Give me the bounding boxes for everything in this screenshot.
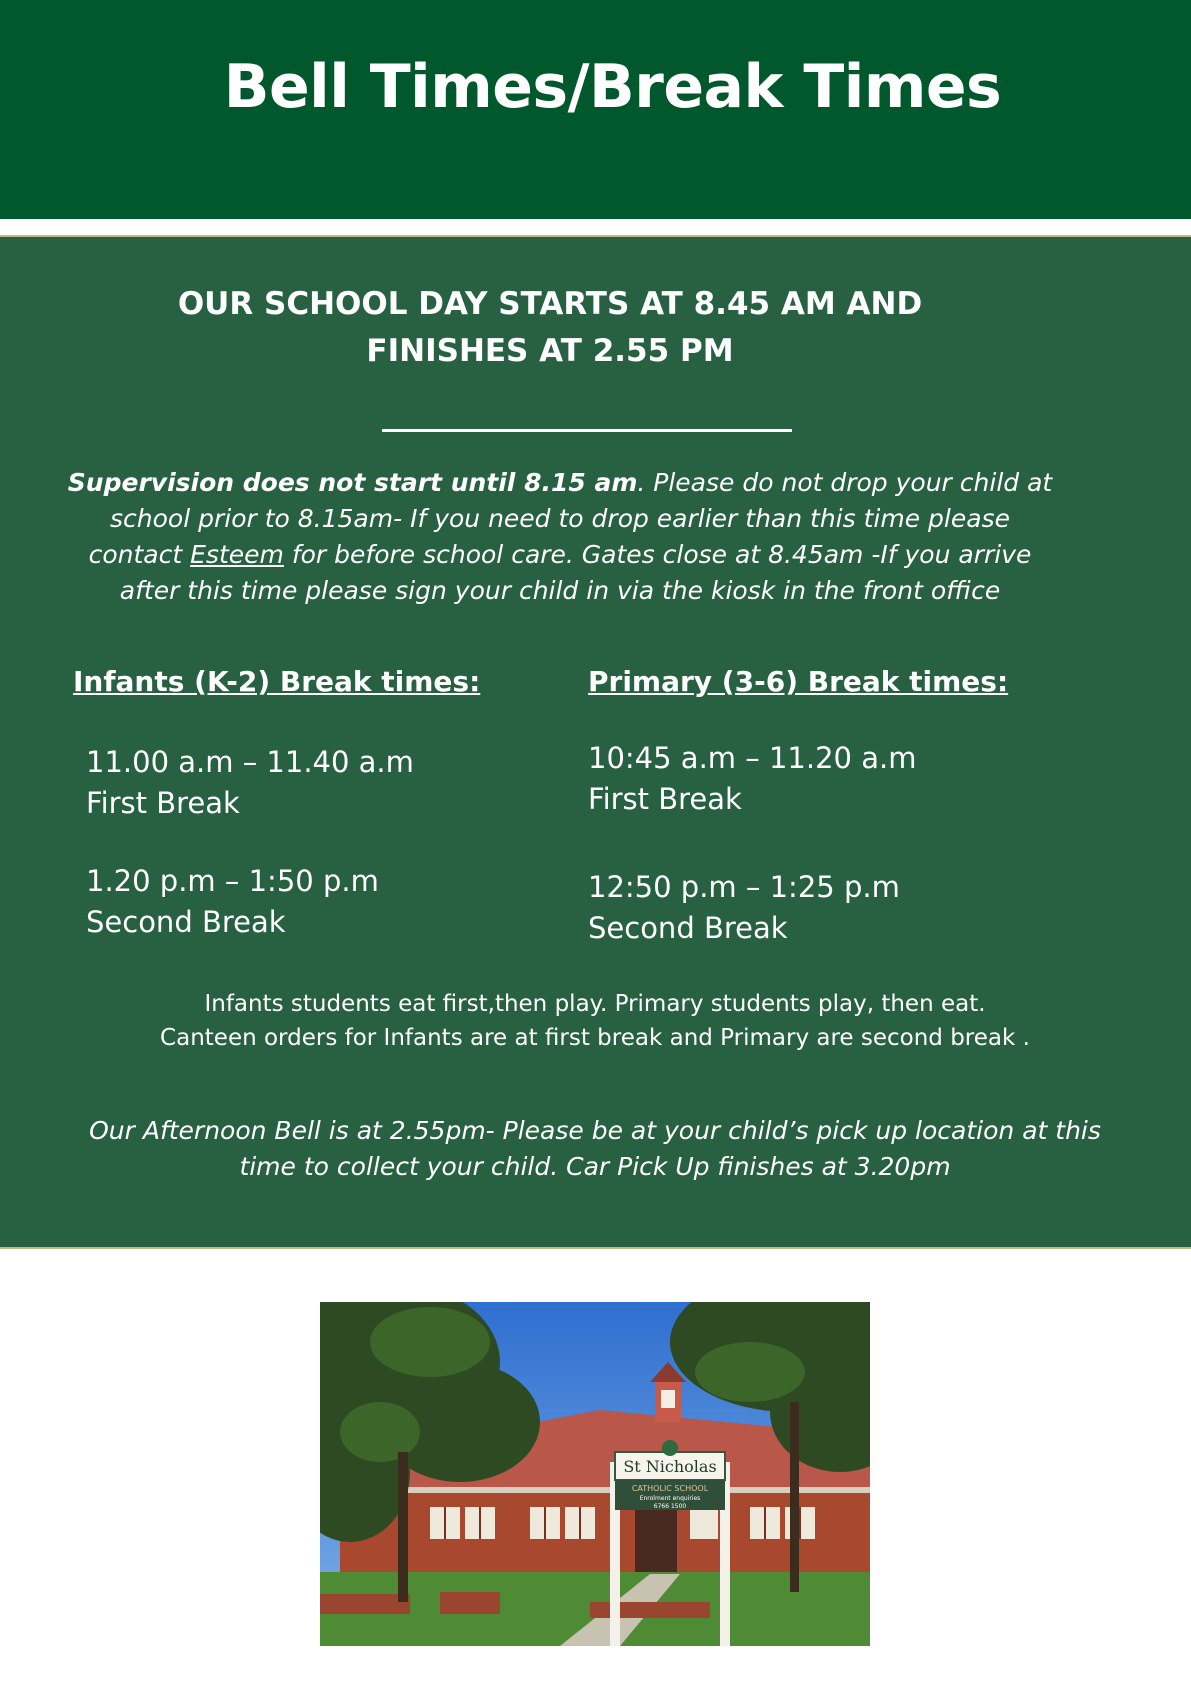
esteem-link[interactable]: Esteem	[190, 540, 284, 569]
primary-heading: Primary (3-6) Break times:	[588, 665, 1009, 698]
break-label: First Break	[588, 782, 742, 816]
break-label: Second Break	[588, 911, 788, 945]
afternoon-line-2: time to collect your child. Car Pick Up finishes at 3.20pm	[239, 1152, 951, 1181]
infants-second-break	[86, 861, 379, 943]
school-building-illustration	[320, 1302, 870, 1646]
break-label: First Break	[86, 786, 240, 820]
school-day-headline	[150, 281, 950, 375]
school-photo	[320, 1302, 870, 1646]
supervision-notice	[60, 465, 1060, 609]
primary-second-break	[588, 867, 900, 949]
sign-name: St Nicholas	[623, 1457, 717, 1476]
page-title: Bell Times/Break Times	[223, 52, 1002, 122]
notes-line-2: Canteen orders for Infants are at first break and Primary are second break .	[160, 1025, 1030, 1051]
headline-line-2: FINISHES AT 2.55 PM	[366, 333, 734, 369]
eating-notes	[90, 987, 1100, 1055]
break-time: 1.20 p.m – 1:50 p.m	[86, 864, 379, 898]
break-time: 10:45 a.m – 11.20 a.m	[588, 741, 917, 775]
divider-rule	[382, 429, 792, 432]
infants-first-break	[86, 742, 414, 824]
afternoon-bell-notice	[60, 1113, 1130, 1185]
headline-line-1: OUR SCHOOL DAY STARTS AT 8.45 AM AND	[177, 286, 923, 322]
sign-phone: 6766 1500	[653, 1503, 687, 1510]
afternoon-line-1: Our Afternoon Bell is at 2.55pm- Please be at your child’s pick up location at this	[89, 1116, 1101, 1145]
sign-enrol: Enrolment enquiries	[639, 1495, 701, 1502]
primary-first-break	[588, 738, 916, 820]
supervision-bold: Supervision does not start until 8.15 am	[67, 468, 638, 497]
sign-school: CATHOLIC SCHOOL	[631, 1484, 709, 1493]
break-label: Second Break	[86, 905, 286, 939]
break-time: 12:50 p.m – 1:25 p.m	[588, 870, 900, 904]
break-time: 11.00 a.m – 11.40 a.m	[86, 745, 414, 779]
infants-heading: Infants (K-2) Break times:	[73, 665, 481, 698]
supervision-text-1: . Please do not drop your child at school prior to 8.15am- If you need to drop earlier than this time please contact	[88, 468, 1053, 569]
supervision-text-2: for before school care. Gates close at 8.45am -If you arrive after this time please sign your child in via the kiosk in the front office	[119, 540, 1032, 605]
notes-line-1: Infants students eat first,then play. Primary students play, then eat.	[204, 991, 986, 1017]
